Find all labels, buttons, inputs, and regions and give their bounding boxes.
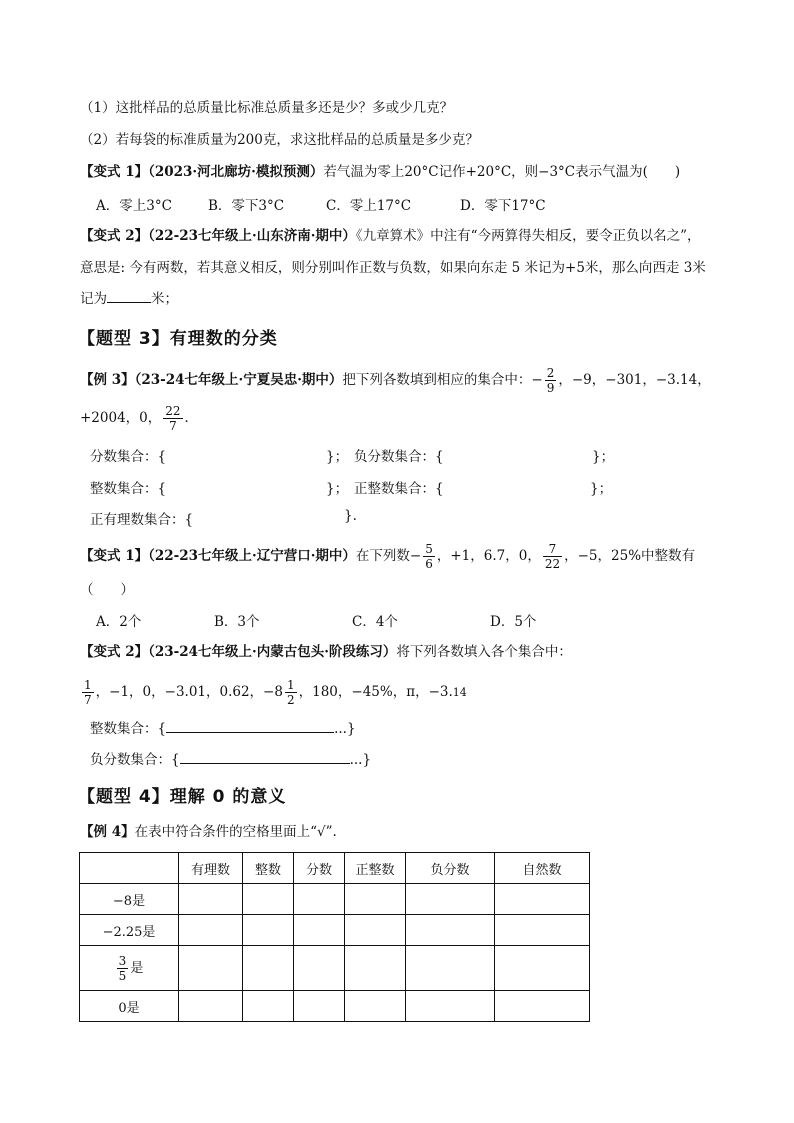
answer-cell[interactable] bbox=[243, 915, 294, 946]
variant-3-2-numbers bbox=[80, 678, 467, 707]
variant-3-1-stem bbox=[80, 542, 695, 571]
answer-blank[interactable] bbox=[180, 763, 350, 764]
text: 记为 bbox=[80, 291, 107, 307]
number-list: ，−1，0，−3.01，0.62，−8 bbox=[95, 684, 283, 700]
answer-blank[interactable] bbox=[166, 732, 334, 733]
set-fraction-label: 分数集合：{ bbox=[90, 449, 167, 465]
set-negative-fraction-row bbox=[90, 748, 371, 768]
answer-cell[interactable] bbox=[406, 915, 495, 946]
answer-cell[interactable] bbox=[179, 915, 243, 946]
option-d: D．5个 bbox=[490, 614, 537, 630]
question-part-1: （1）这批样品的总质量比标准总质量多还是少？多或少几克？ bbox=[80, 100, 454, 116]
classification-table bbox=[79, 852, 590, 1022]
source-note: （2023·河北廊坊·模拟预测） bbox=[148, 164, 324, 180]
option-a: A．零上3°C bbox=[96, 198, 172, 214]
fraction bbox=[543, 542, 562, 571]
question-text: 在下列数− bbox=[355, 548, 422, 564]
example-tag: 【例 4】 bbox=[80, 824, 135, 840]
answer-cell[interactable] bbox=[406, 946, 495, 991]
answer-cell[interactable] bbox=[179, 884, 243, 915]
question-text: 《九章算术》中注有“今两算得失相反，要令正负以名之”， bbox=[355, 228, 701, 244]
answer-cell[interactable] bbox=[179, 946, 243, 991]
set-negative-fraction-label: 负分数集合：{ bbox=[90, 752, 180, 768]
example-3-line-1 bbox=[80, 366, 711, 395]
option-c: C．零上17°C bbox=[326, 198, 412, 214]
answer-cell[interactable] bbox=[294, 991, 345, 1022]
denominator: 9 bbox=[546, 381, 555, 395]
set-integer-label: 整数集合：{ bbox=[90, 481, 167, 497]
denominator: 7 bbox=[84, 693, 92, 707]
numerator: 22 bbox=[165, 404, 181, 418]
variant-tag: 【变式 1】 bbox=[80, 548, 149, 564]
fraction bbox=[545, 366, 557, 395]
set-negative-fraction-label: 负分数集合：{ bbox=[354, 449, 444, 465]
source-note: （23-24七年级上·宁夏吴忠·期中） bbox=[134, 372, 343, 388]
header-cell: 正整数 bbox=[345, 853, 406, 884]
numerator: 3 bbox=[118, 953, 127, 968]
example-4-stem bbox=[80, 822, 337, 842]
fraction bbox=[423, 542, 435, 571]
answer-cell[interactable] bbox=[294, 946, 345, 991]
set-close: }； bbox=[326, 481, 349, 497]
numerator: 7 bbox=[543, 542, 562, 557]
numerator: 2 bbox=[546, 366, 555, 380]
number-list: ，+1，6.7，0， bbox=[436, 548, 541, 564]
set-positive-integer-label: 正整数集合：{ bbox=[354, 481, 444, 497]
answer-cell[interactable] bbox=[294, 884, 345, 915]
answer-cell[interactable] bbox=[243, 884, 294, 915]
row-label-suffix: 是 bbox=[130, 960, 144, 976]
set-close: }. bbox=[344, 508, 357, 524]
header-cell bbox=[80, 853, 179, 884]
answer-cell[interactable] bbox=[345, 946, 406, 991]
source-note: （22-23七年级上·辽宁营口·期中） bbox=[148, 548, 356, 564]
fraction bbox=[285, 678, 297, 707]
denominator: 5 bbox=[118, 968, 127, 983]
set-integer-label: 整数集合：{ bbox=[90, 721, 167, 737]
option-b: B．零下3°C bbox=[208, 198, 285, 214]
variant-3-2-stem bbox=[80, 642, 572, 662]
section-heading-4: 【题型 4】理解 0 的意义 bbox=[78, 787, 287, 807]
set-close: }； bbox=[590, 481, 613, 497]
question-text: 若气温为零上20°C记作+20°C，则−3°C表示气温为( ) bbox=[323, 164, 681, 180]
row-label: −8是 bbox=[80, 884, 179, 915]
set-close: }； bbox=[326, 449, 349, 465]
variant-2-line-3 bbox=[80, 289, 178, 309]
answer-paren: （ ） bbox=[80, 582, 134, 598]
question-text: 把下列各数填到相应的集合中： bbox=[342, 372, 532, 388]
answer-cell[interactable] bbox=[406, 884, 495, 915]
row-label: 0是 bbox=[80, 991, 179, 1022]
fraction bbox=[117, 954, 129, 983]
table-row bbox=[80, 991, 590, 1022]
answer-cell[interactable] bbox=[495, 946, 590, 991]
row-label bbox=[80, 946, 179, 991]
number-list: ，180，−45%，π，−3. bbox=[298, 684, 453, 700]
option-d: D．零下17°C bbox=[460, 198, 546, 214]
option-a: A．2个 bbox=[96, 614, 142, 630]
text: 米； bbox=[151, 291, 178, 307]
answer-cell[interactable] bbox=[495, 991, 590, 1022]
header-cell: 整数 bbox=[243, 853, 294, 884]
repeating-decimal: 14̇ bbox=[452, 686, 467, 699]
answer-cell[interactable] bbox=[406, 991, 495, 1022]
variant-2-line-1 bbox=[80, 226, 700, 246]
question-text: ，−5，25%中整数有 bbox=[564, 548, 696, 564]
numerator: 1 bbox=[84, 678, 92, 692]
answer-cell[interactable] bbox=[495, 884, 590, 915]
fraction bbox=[82, 678, 94, 707]
answer-cell[interactable] bbox=[243, 946, 294, 991]
set-close: ...} bbox=[334, 721, 356, 737]
question-text: 在表中符合条件的空格里面上“√”. bbox=[134, 824, 337, 840]
question-text: 将下列各数填入各个集合中： bbox=[396, 644, 572, 660]
example-3-line-2 bbox=[80, 404, 198, 433]
denominator: 7 bbox=[169, 419, 177, 433]
fraction bbox=[163, 404, 182, 433]
set-close: }； bbox=[592, 449, 615, 465]
set-integer-row bbox=[90, 717, 356, 737]
option-c: C．4个 bbox=[352, 614, 398, 630]
answer-cell[interactable] bbox=[294, 915, 345, 946]
minus-sign: − bbox=[531, 372, 543, 388]
table-row bbox=[80, 884, 590, 915]
row-label: −2.25是 bbox=[80, 915, 179, 946]
source-note: （22-23七年级上·山东济南·期中） bbox=[148, 228, 356, 244]
variant-2-line-2: 意思是: 今有两数，若其意义相反，则分别叫作正数与负数，如果向东走 5 米记为+5米，那么向西走 3米 bbox=[80, 260, 706, 276]
header-cell: 分数 bbox=[294, 853, 345, 884]
denominator: 2 bbox=[286, 693, 295, 707]
set-positive-rational-label: 正有理数集合：{ bbox=[90, 512, 194, 528]
table-row bbox=[80, 915, 590, 946]
table-row bbox=[80, 946, 590, 991]
denominator: 6 bbox=[425, 557, 433, 571]
header-cell: 负分数 bbox=[406, 853, 495, 884]
variant-tag: 【变式 1】 bbox=[80, 164, 149, 180]
answer-cell[interactable] bbox=[495, 915, 590, 946]
section-heading-3: 【题型 3】有理数的分类 bbox=[78, 329, 278, 349]
period: ． bbox=[184, 410, 199, 426]
answer-cell[interactable] bbox=[243, 991, 294, 1022]
numerator: 5 bbox=[425, 542, 433, 556]
denominator: 22 bbox=[544, 557, 561, 571]
answer-blank[interactable] bbox=[107, 302, 151, 303]
example-tag: 【例 3】 bbox=[80, 372, 135, 388]
answer-cell[interactable] bbox=[179, 991, 243, 1022]
question-part-2: （2）若每袋的标准质量为200克，求这批样品的总质量是多少克？ bbox=[80, 132, 479, 148]
table-header-row bbox=[80, 853, 590, 884]
number-list: ，−9，−301，−3.14， bbox=[558, 372, 711, 388]
numerator: 1 bbox=[286, 678, 295, 692]
set-close: ...} bbox=[349, 752, 372, 768]
header-cell: 自然数 bbox=[495, 853, 590, 884]
answer-cell[interactable] bbox=[345, 884, 406, 915]
number-list: +2004，0， bbox=[80, 410, 162, 426]
variant-1-stem bbox=[80, 162, 680, 182]
source-note: （23-24七年级上·内蒙古包头·阶段练习） bbox=[148, 644, 397, 660]
variant-tag: 【变式 2】 bbox=[80, 644, 149, 660]
answer-cell[interactable] bbox=[345, 915, 406, 946]
header-cell: 有理数 bbox=[179, 853, 243, 884]
option-b: B．3个 bbox=[214, 614, 260, 630]
answer-cell[interactable] bbox=[345, 991, 406, 1022]
variant-tag: 【变式 2】 bbox=[80, 228, 149, 244]
